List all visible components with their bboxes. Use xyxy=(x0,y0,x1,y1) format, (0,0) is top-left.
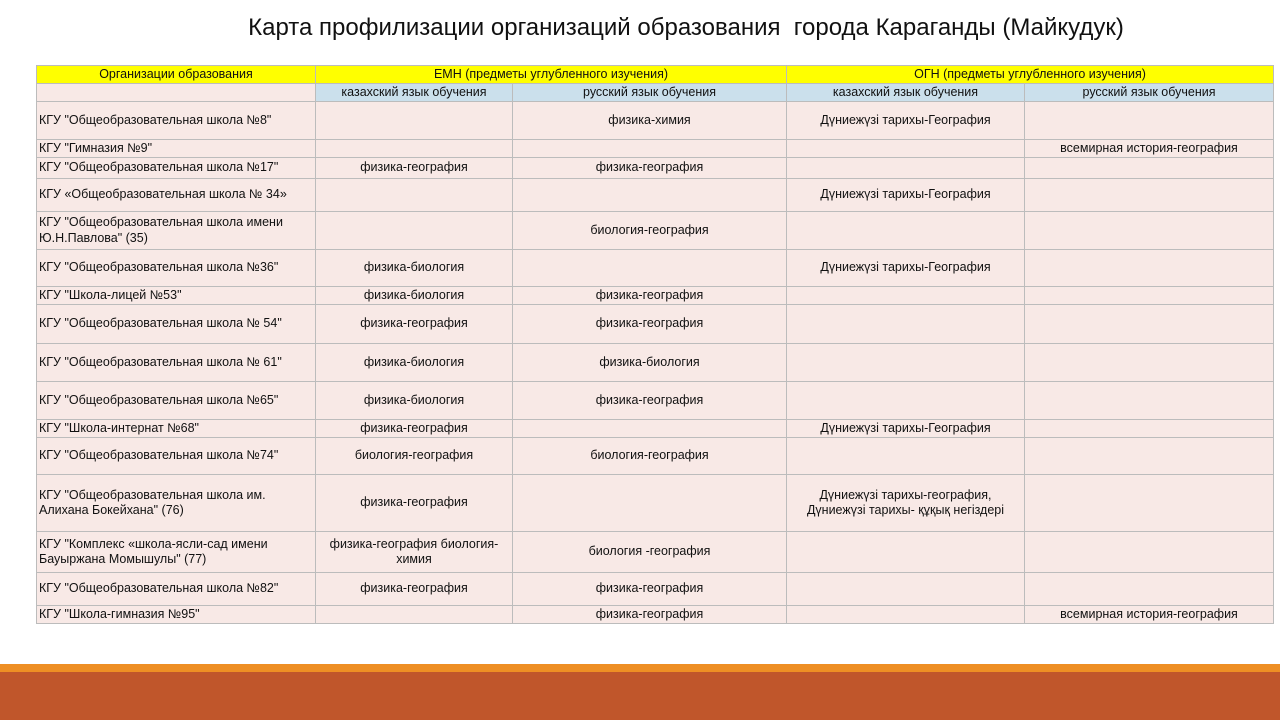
table-row xyxy=(37,532,1274,573)
cell-ogn-ru xyxy=(1025,158,1274,179)
cell-ogn-ru xyxy=(1025,102,1274,140)
cell-ogn-ru xyxy=(1025,212,1274,250)
table-row xyxy=(37,573,1274,606)
subheader-ogn-kz: казахский язык обучения xyxy=(787,84,1025,102)
header-org: Организации образования xyxy=(37,66,316,84)
table-row xyxy=(37,250,1274,287)
table-row xyxy=(37,344,1274,382)
cell-emn-kz: физика-биология xyxy=(316,382,513,420)
table-row xyxy=(37,305,1274,344)
cell-emn-ru xyxy=(513,179,787,212)
cell-emn-ru: физика-география xyxy=(513,305,787,344)
cell-ogn-ru xyxy=(1025,420,1274,438)
cell-emn-kz: биология-география xyxy=(316,438,513,475)
cell-emn-kz: физика-география xyxy=(316,305,513,344)
page-title: Карта профилизации организаций образования города Караганды (Майкудук) xyxy=(248,14,1124,41)
cell-org: КГУ "Школа-лицей №53" xyxy=(37,287,316,305)
cell-ogn-ru xyxy=(1025,382,1274,420)
cell-emn-kz xyxy=(316,179,513,212)
cell-ogn-ru xyxy=(1025,532,1274,573)
table-header-row xyxy=(37,66,1274,84)
header-emn: ЕМН (предметы углубленного изучения) xyxy=(316,66,787,84)
cell-emn-ru: физика-география xyxy=(513,606,787,624)
cell-org: КГУ "Общеобразовательная школа №82" xyxy=(37,573,316,606)
cell-ogn-ru: всемирная история-география xyxy=(1025,606,1274,624)
cell-emn-kz: физика-биология xyxy=(316,250,513,287)
cell-emn-kz: физика-биология xyxy=(316,287,513,305)
cell-emn-ru xyxy=(513,250,787,287)
table-row xyxy=(37,382,1274,420)
cell-emn-kz xyxy=(316,606,513,624)
cell-emn-kz xyxy=(316,140,513,158)
cell-ogn-ru xyxy=(1025,573,1274,606)
cell-emn-ru: биология-география xyxy=(513,438,787,475)
cell-emn-kz xyxy=(316,102,513,140)
cell-emn-ru xyxy=(513,420,787,438)
cell-org: КГУ "Общеобразовательная школа №17" xyxy=(37,158,316,179)
cell-ogn-kz: Дүниежүзі тарихы-География xyxy=(787,179,1025,212)
cell-org: КГУ "Гимназия №9" xyxy=(37,140,316,158)
cell-emn-ru: физика-география xyxy=(513,573,787,606)
cell-org: КГУ "Общеобразовательная школа №65" xyxy=(37,382,316,420)
cell-emn-ru xyxy=(513,140,787,158)
table-row xyxy=(37,158,1274,179)
cell-org: КГУ "Общеобразовательная школа №74" xyxy=(37,438,316,475)
cell-ogn-kz: Дүниежүзі тарихы-география, Дүниежүзі тарихы- құқық негіздері xyxy=(787,475,1025,532)
cell-org: КГУ "Общеобразовательная школа № 54" xyxy=(37,305,316,344)
table-row xyxy=(37,420,1274,438)
cell-ogn-kz xyxy=(787,158,1025,179)
cell-ogn-kz xyxy=(787,606,1025,624)
cell-emn-ru: физика-химия xyxy=(513,102,787,140)
cell-org: КГУ "Общеобразовательная школа имени Ю.Н.Павлова" (35) xyxy=(37,212,316,250)
cell-org: КГУ "Общеобразовательная школа №8" xyxy=(37,102,316,140)
cell-ogn-kz xyxy=(787,140,1025,158)
cell-ogn-ru: всемирная история-география xyxy=(1025,140,1274,158)
cell-ogn-ru xyxy=(1025,250,1274,287)
cell-emn-ru xyxy=(513,475,787,532)
cell-emn-ru: биология-география xyxy=(513,212,787,250)
cell-org: КГУ "Школа-гимназия №95" xyxy=(37,606,316,624)
table-row xyxy=(37,475,1274,532)
subheader-empty xyxy=(37,84,316,102)
table-row xyxy=(37,212,1274,250)
cell-org: КГУ "Общеобразовательная школа им. Алихана Бокейхана" (76) xyxy=(37,475,316,532)
cell-emn-kz: физика-география xyxy=(316,420,513,438)
cell-emn-ru: физика-география xyxy=(513,158,787,179)
subheader-emn-ru: русский язык обучения xyxy=(513,84,787,102)
cell-emn-kz: физика-география xyxy=(316,158,513,179)
cell-ogn-ru xyxy=(1025,475,1274,532)
table-row xyxy=(37,140,1274,158)
cell-ogn-ru xyxy=(1025,305,1274,344)
cell-ogn-kz: Дүниежүзі тарихы-География xyxy=(787,420,1025,438)
table-subheader-row xyxy=(37,84,1274,102)
cell-ogn-ru xyxy=(1025,179,1274,212)
table-row xyxy=(37,102,1274,140)
cell-org: КГУ "Общеобразовательная школа №36" xyxy=(37,250,316,287)
cell-emn-kz: физика-биология xyxy=(316,344,513,382)
cell-emn-kz: физика-география xyxy=(316,573,513,606)
cell-ogn-kz xyxy=(787,305,1025,344)
cell-emn-ru: биология -география xyxy=(513,532,787,573)
cell-org: КГУ "Школа-интернат №68" xyxy=(37,420,316,438)
cell-ogn-kz xyxy=(787,212,1025,250)
cell-ogn-kz xyxy=(787,532,1025,573)
cell-ogn-kz xyxy=(787,382,1025,420)
cell-org: КГУ "Комплекс «школа-ясли-сад имени Бауыржана Момышулы" (77) xyxy=(37,532,316,573)
table-row xyxy=(37,438,1274,475)
cell-emn-ru: физика-география xyxy=(513,382,787,420)
cell-ogn-kz xyxy=(787,344,1025,382)
cell-emn-ru: физика-география xyxy=(513,287,787,305)
cell-ogn-kz: Дүниежүзі тарихы-География xyxy=(787,250,1025,287)
cell-ogn-kz xyxy=(787,573,1025,606)
cell-ogn-kz: Дүниежүзі тарихы-География xyxy=(787,102,1025,140)
cell-org: КГУ «Общеобразовательная школа № 34» xyxy=(37,179,316,212)
cell-emn-ru: физика-биология xyxy=(513,344,787,382)
table-row xyxy=(37,287,1274,305)
footer-accent-bar xyxy=(0,664,1280,672)
cell-ogn-ru xyxy=(1025,438,1274,475)
header-ogn: ОГН (предметы углубленного изучения) xyxy=(787,66,1274,84)
cell-ogn-kz xyxy=(787,438,1025,475)
cell-ogn-ru xyxy=(1025,344,1274,382)
subheader-ogn-ru: русский язык обучения xyxy=(1025,84,1274,102)
table-row xyxy=(37,179,1274,212)
table-row xyxy=(37,606,1274,624)
cell-emn-kz: физика-география xyxy=(316,475,513,532)
cell-ogn-ru xyxy=(1025,287,1274,305)
profile-table xyxy=(36,65,1274,624)
cell-emn-kz xyxy=(316,212,513,250)
subheader-emn-kz: казахский язык обучения xyxy=(316,84,513,102)
cell-ogn-kz xyxy=(787,287,1025,305)
footer-bar xyxy=(0,672,1280,720)
cell-emn-kz: физика-география биология-химия xyxy=(316,532,513,573)
cell-org: КГУ "Общеобразовательная школа № 61" xyxy=(37,344,316,382)
